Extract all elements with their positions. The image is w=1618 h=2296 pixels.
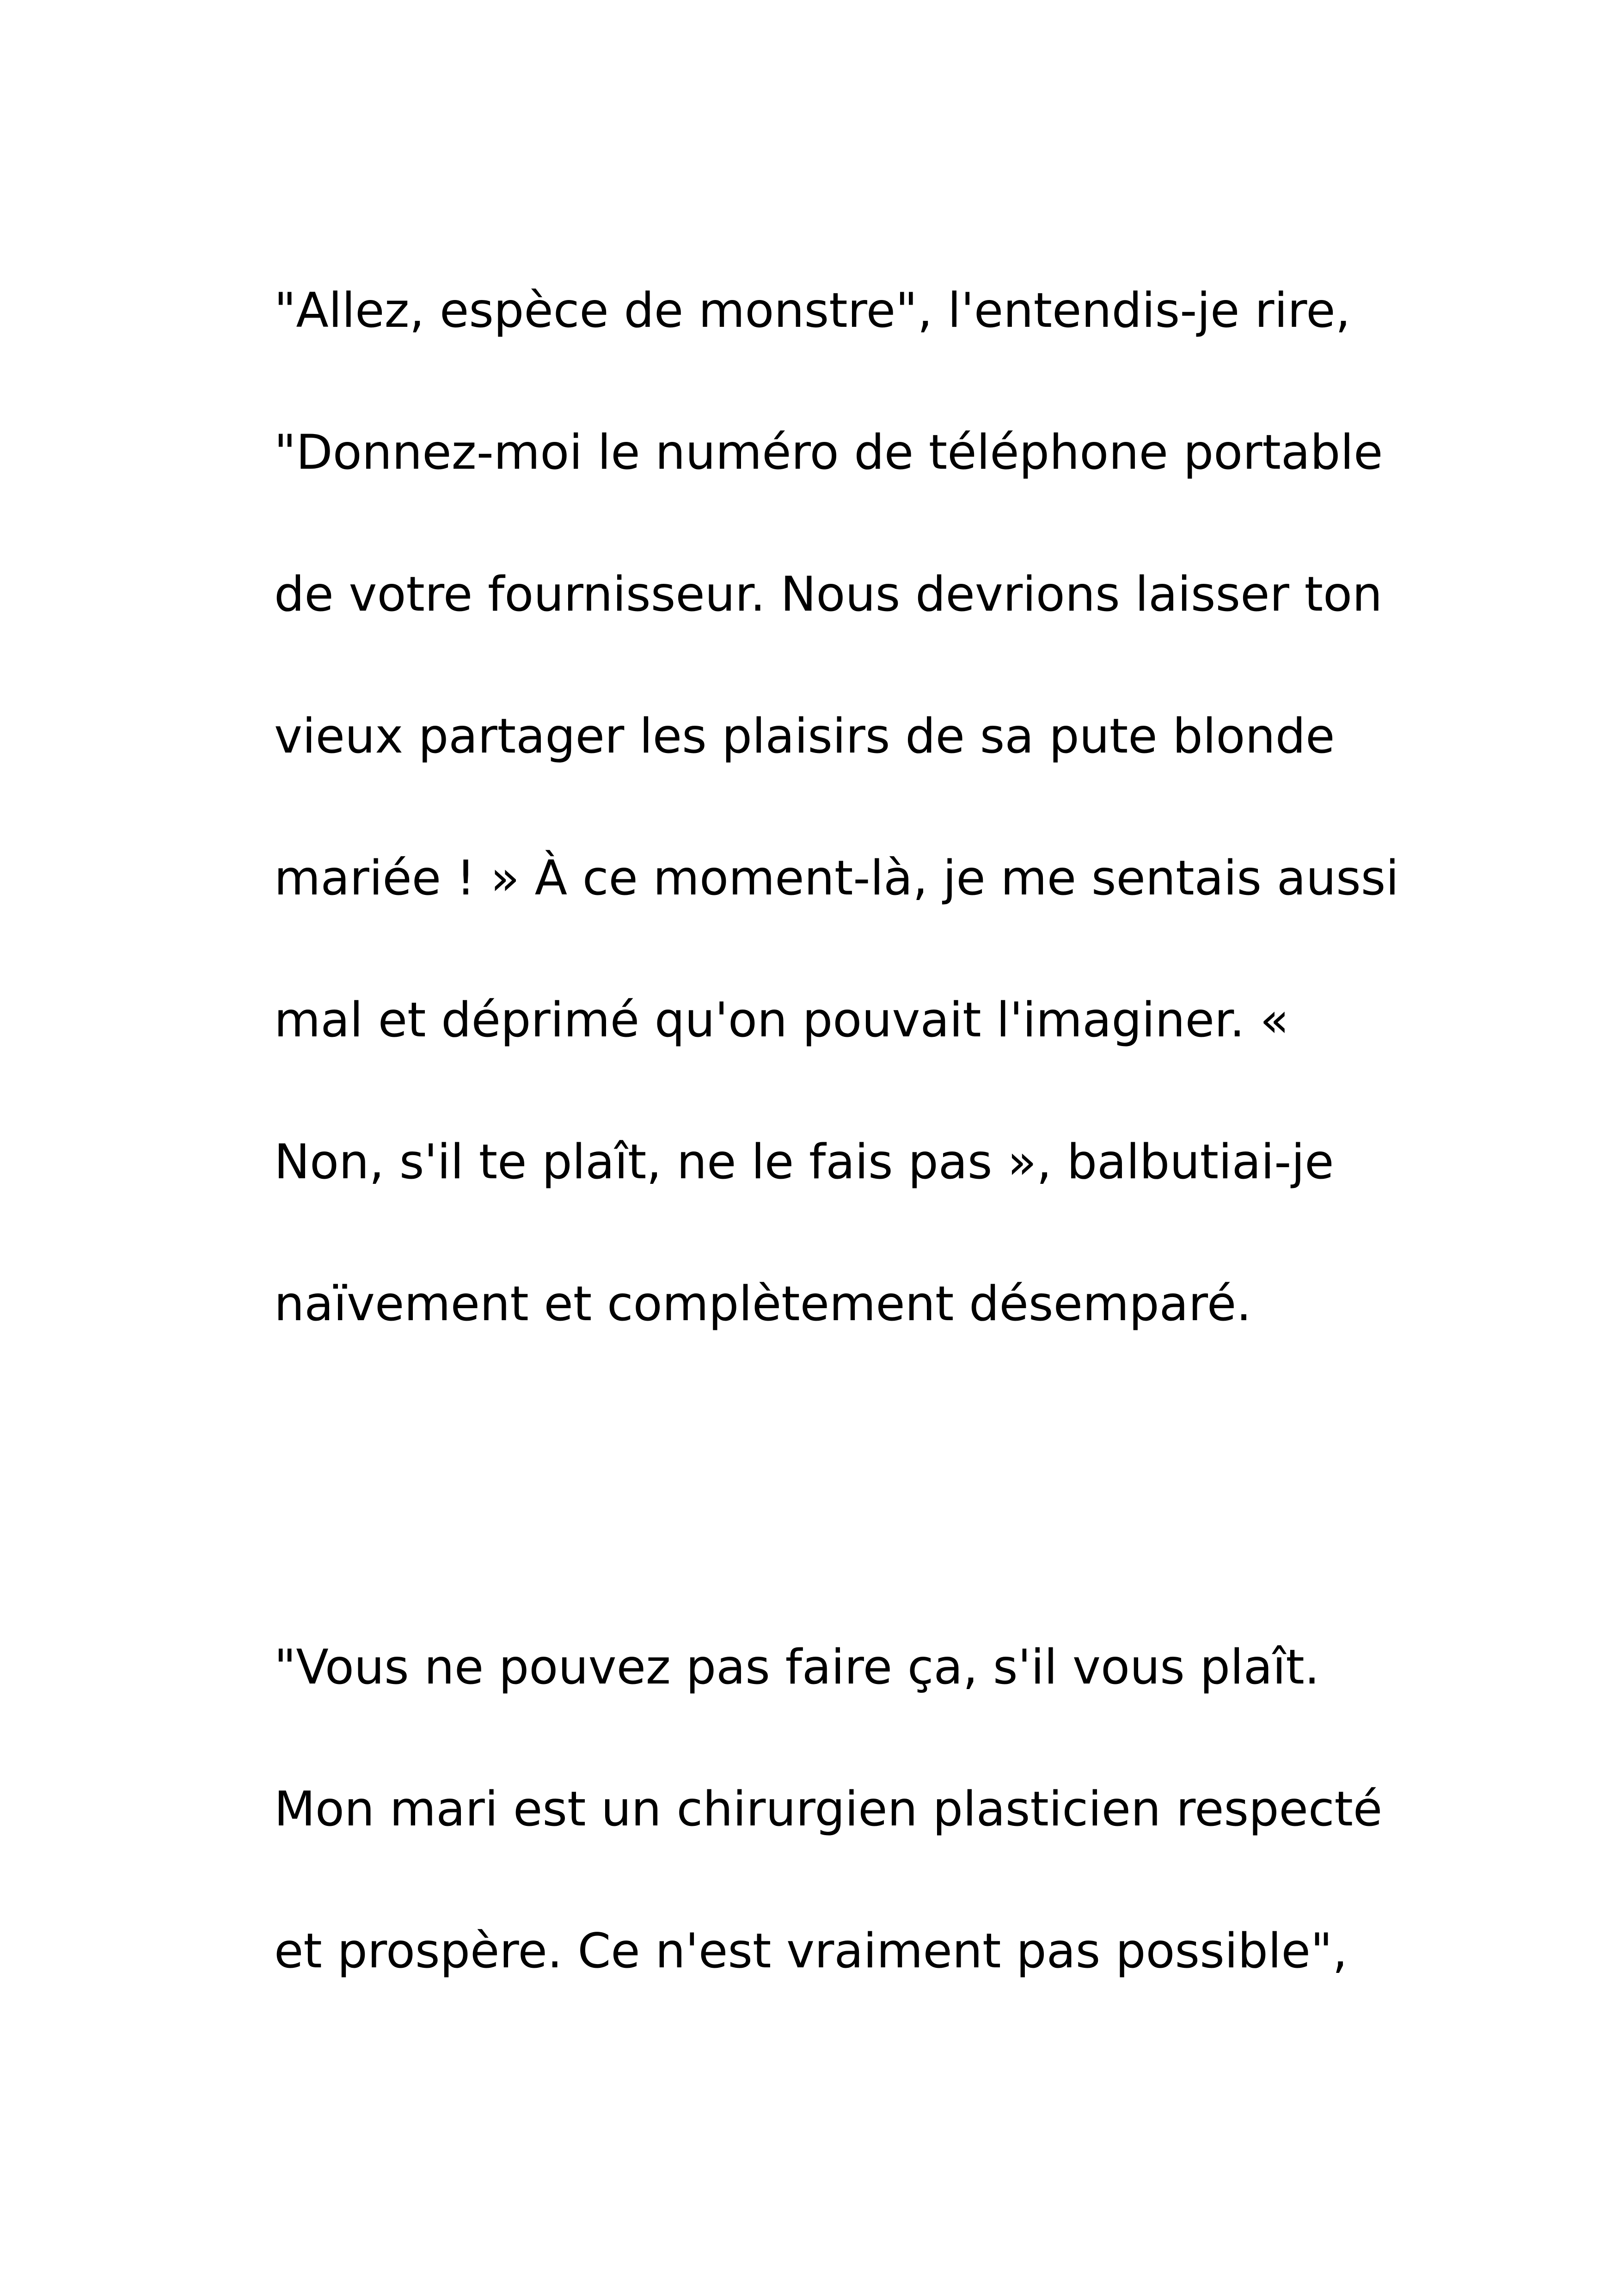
text-line: vieux partager les plaisirs de sa pute blonde [274,709,1335,764]
text-line: de votre fournisseur. Nous devrions laisser ton [274,567,1383,622]
text-line: naïvement et complètement désemparé. [274,1276,1251,1332]
text-line: Non, s'il te plaît, ne le fais pas », balbutiai-je [274,1134,1334,1190]
text-line: "Allez, espèce de monstre", l'entendis-je rire, [274,283,1351,338]
text-line: "Donnez-moi le numéro de téléphone portable [274,425,1383,480]
text-line: "Vous ne pouvez pas faire ça, s'il vous plaît. [274,1640,1320,1695]
text-line: et prospère. Ce n'est vraiment pas possible", [274,1923,1348,1979]
text-line: Mon mari est un chirurgien plasticien respecté [274,1782,1383,1837]
text-line: mariée ! » À ce moment-là, je me sentais aussi [274,851,1399,906]
text-line: mal et déprimé qu'on pouvait l'imaginer. « [274,992,1289,1048]
